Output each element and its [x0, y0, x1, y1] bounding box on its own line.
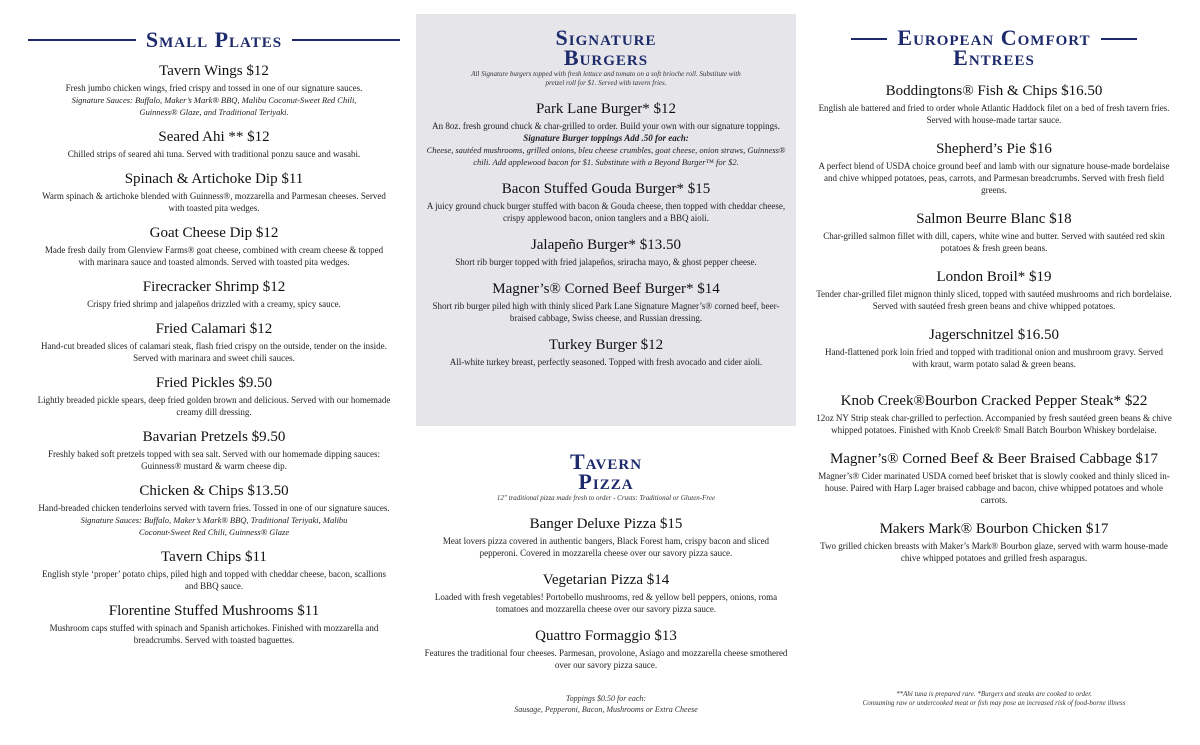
item-description: Tender char-grilled filet mignon thinly sliced, topped with sautéed mushrooms and rich bordelaise. Served with sautéed fresh green beans and chive whipped potatoes.: [816, 289, 1172, 311]
item-sauce-note: Signature Sauces: Buffalo, Maker’s Mark® BBQ, Malibu Coconut-Sweet Red Chili, Guinness® Glaze, and Traditional Teriyaki.: [71, 95, 357, 117]
menu-item: [808, 326, 1180, 370]
item-title: Jalapeño Burger* $13.50: [530, 237, 682, 253]
menu-item: [808, 392, 1180, 436]
item-description: Lightly breaded pickle spears, deep fried golden brown and delicious. Served with our homemade creamy dill dressing.: [37, 395, 391, 417]
menu-item: [416, 236, 796, 268]
item-description: English style ‘proper’ potato chips, piled high and topped with cheddar cheese, bacon, scallions and BBQ sauce.: [41, 569, 387, 591]
header-rule-right: [1101, 38, 1137, 40]
item-description: Two grilled chicken breasts with Maker’s Mark® Bourbon glaze, served with warm house-made chive whipped potatoes and grilled fresh asparagus.: [820, 541, 1168, 563]
pizza-toppings-line1: Toppings $0.50 for each:: [565, 694, 647, 703]
item-description: Hand-breaded chicken tenderloins served with tavern fries. Tossed in one of our signature sauces.: [38, 503, 390, 513]
item-title: Bacon Stuffed Gouda Burger* $15: [501, 181, 711, 197]
item-description: Freshly baked soft pretzels topped with sea salt. Served with our homemade dipping sauces: Guinness® mustard & warm cheese dip.: [48, 449, 380, 471]
item-description: Short rib burger topped with fried jalapeños, sriracha mayo, & ghost pepper cheese.: [455, 257, 757, 267]
pizza-header: [416, 449, 796, 494]
item-description: A perfect blend of USDA choice ground beef and lamb with our signature house-made bordelaise and chive whipped potatoes, peas, carrots, and Parmesan breadcrumbs. Served with fresh field greens.: [818, 161, 1170, 195]
signature-burgers-section: [416, 14, 796, 426]
item-description: All-white turkey breast, perfectly seasoned. Topped with fresh avocado and cider aioli.: [449, 357, 763, 367]
item-title: Knob Creek®Bourbon Cracked Pepper Steak* $22: [840, 393, 1148, 409]
item-description: Hand-cut breaded slices of calamari steak, flash fried crispy on the outside, tender on the inside. Served with marinara and sweet chili sauces.: [41, 341, 387, 363]
menu-item: [28, 278, 400, 310]
item-title: Park Lane Burger* $12: [535, 101, 677, 117]
menu-item: [808, 140, 1180, 196]
toppings-heading: Signature Burger toppings Add .50 for each:: [523, 133, 689, 143]
item-title: Fried Pickles $9.50: [155, 375, 273, 391]
item-description: Fresh jumbo chicken wings, fried crispy and tossed in one of our signature sauces.: [65, 83, 363, 93]
item-title: Magner’s® Corned Beef Burger* $14: [492, 281, 720, 297]
header-rule-right: [292, 39, 400, 41]
item-title: Turkey Burger $12: [548, 337, 664, 353]
menu-item: [28, 374, 400, 418]
item-title: Makers Mark® Bourbon Chicken $17: [879, 521, 1109, 537]
item-description: Meat lovers pizza covered in authentic bangers, Black Forest ham, crispy bacon and sliced pepperoni. Covered in mozzarella cheese over our savory pizza sauce.: [442, 536, 770, 558]
footnote-line1: **Ahi tuna is prepared rare. *Burgers and steaks are cooked to order.: [896, 690, 1092, 698]
menu-item: [416, 280, 796, 324]
item-title: Shepherd’s Pie $16: [936, 141, 1052, 157]
item-description: Made fresh daily from Glenview Farms® goat cheese, combined with cream cheese & topped with marinara sauce and toasted almonds. Served with toasted pita wedges.: [44, 245, 384, 267]
european-entrees-section: [808, 0, 1180, 707]
header-rule-left: [851, 38, 887, 40]
item-title: Chicken & Chips $13.50: [139, 483, 289, 499]
item-sauce-note: Signature Sauces: Buffalo, Maker’s Mark® BBQ, Traditional Teriyaki, Malibu Coconut-Sweet Red Chili, Guinness® Glaze: [80, 515, 348, 537]
burgers-header: [416, 25, 796, 70]
menu-item: [28, 548, 400, 592]
item-description: Chilled strips of seared ahi tuna. Served with traditional ponzu sauce and wasabi.: [67, 149, 361, 159]
burgers-subtitle: All Signature burgers topped with fresh lettuce and tomato on a soft brioche roll. Substitute with pretzel roll for $1. Served with tavern fries.: [471, 70, 741, 87]
item-title: Tavern Wings $12: [159, 63, 269, 79]
small-plates-header: [28, 28, 400, 52]
item-description: Char-grilled salmon fillet with dill, capers, white wine and butter. Served with sautéed red skin potatoes & fresh green beans.: [823, 231, 1165, 253]
pizza-title-line2: Pizza: [578, 469, 634, 494]
item-description: Magner’s® Cider marinated USDA corned beef brisket that is slowly cooked and thinly sliced in-house. Paired with Harp Lager braised cabbage and bacon, chive whipped potatoes and whole carrots.: [818, 471, 1170, 505]
burgers-title-line2: Burgers: [563, 45, 649, 70]
pizza-title-line1: Tavern: [569, 449, 643, 474]
item-description: 12oz NY Strip steak char-grilled to perfection. Accompanied by fresh sautéed green beans & chive whipped potatoes. Finished with Knob Creek® Small Batch Bourbon Whiskey bordelaise.: [816, 413, 1172, 435]
entrees-title-line1: European Comfort: [897, 25, 1091, 50]
item-description: Short rib burger piled high with thinly sliced Park Lane Signature Magner’s® corned beef, beer-braised cabbage, Swiss cheese, and Russian dressing.: [432, 301, 780, 323]
menu-item: [28, 128, 400, 160]
item-title: Firecracker Shrimp $12: [142, 279, 286, 295]
small-plates-section: [28, 0, 400, 646]
item-title: Goat Cheese Dip $12: [149, 225, 279, 241]
footnote-line2: Consuming raw or undercooked meat or fish may pose an increased risk of food-borne illness: [862, 699, 1126, 707]
item-title: Spinach & Artichoke Dip $11: [124, 171, 304, 187]
item-title: London Broil* $19: [936, 269, 1052, 285]
menu-item: [416, 336, 796, 368]
menu-item: [28, 320, 400, 364]
small-plates-title: Small Plates: [145, 27, 283, 52]
pizza-toppings-line2: Sausage, Pepperoni, Bacon, Mushrooms or Extra Cheese: [514, 705, 698, 714]
pizza-subtitle: 12" traditional pizza made fresh to order - Crusts: Traditional or Gluten-Free: [496, 494, 716, 502]
menu-item: [28, 170, 400, 214]
burgers-title-line1: Signature: [555, 25, 657, 50]
item-description: Features the traditional four cheeses. Parmesan, provolone, Asiago and mozzarella cheese smothered over our savory pizza sauce.: [424, 648, 788, 670]
menu-item: [28, 62, 400, 118]
item-description: Warm spinach & artichoke blended with Guinness®, mozzarella and Parmesan cheeses. Served with toasted pita wedges.: [42, 191, 386, 213]
item-title: Quattro Formaggio $13: [535, 628, 677, 644]
item-description: A juicy ground chuck burger stuffed with bacon & Gouda cheese, then topped with cheddar cheese, crispy applewood bacon, onion tanglers and a BBQ aioli.: [426, 201, 786, 223]
item-description: Crispy fried shrimp and jalapeños drizzled with a creamy, spicy sauce.: [87, 299, 341, 309]
tavern-pizza-section: [416, 449, 796, 715]
menu-item: [808, 520, 1180, 564]
menu-item: [28, 428, 400, 472]
item-title: Jagerschnitzel $16.50: [929, 327, 1059, 343]
item-description: Loaded with fresh vegetables! Portobello mushrooms, red & yellow bell peppers, onions, roma tomatoes and mozzarella cheese over our savory pizza sauce.: [434, 592, 778, 614]
menu-item: [28, 224, 400, 268]
item-title: Tavern Chips $11: [161, 549, 267, 565]
item-title: Seared Ahi ** $12: [158, 129, 270, 145]
item-description: English ale battered and fried to order whole Atlantic Haddock filet on a bed of fresh tavern fries. Served with house-made tartar sauce.: [818, 103, 1170, 125]
menu-item: [416, 571, 796, 615]
menu-item: [416, 627, 796, 671]
menu-item: [808, 450, 1180, 506]
item-title: Florentine Stuffed Mushrooms $11: [108, 603, 320, 619]
item-description: An 8oz. fresh ground chuck & char-grilled to order. Build your own with our signature toppings.: [432, 121, 780, 131]
toppings-list: Cheese, sautéed mushrooms, grilled onions, bleu cheese crumbles, goat cheese, onion straws, Guinness® chili. Add applewood bacon for $1. Substitute with a Beyond Burger™ for $2.: [426, 145, 786, 167]
menu-item: [416, 100, 796, 168]
menu-item: [808, 82, 1180, 126]
header-rule-left: [28, 39, 136, 41]
menu-item: [808, 268, 1180, 312]
entrees-title-line2: Entrees: [953, 45, 1035, 70]
pizza-toppings-note: [416, 693, 796, 715]
menu-item: [28, 602, 400, 646]
item-title: Fried Calamari $12: [155, 321, 273, 337]
item-title: Boddingtons® Fish & Chips $16.50: [885, 83, 1103, 99]
item-description: Hand-flattened pork loin fried and topped with traditional onion and mushroom gravy. Served with kraut, warm potato salad & green beans.: [824, 347, 1164, 369]
item-title: Magner’s® Corned Beef & Beer Braised Cabbage $17: [829, 451, 1159, 467]
entrees-header: [808, 25, 1180, 70]
menu-item: [808, 210, 1180, 254]
footnotes: [808, 690, 1180, 708]
item-description: Mushroom caps stuffed with spinach and Spanish artichokes. Finished with mozzarella and breadcrumbs. Served with toasted baguettes.: [49, 623, 379, 645]
menu-item: [416, 180, 796, 224]
item-title: Bavarian Pretzels $9.50: [142, 429, 286, 445]
item-title: Banger Deluxe Pizza $15: [529, 516, 683, 532]
item-title: Salmon Beurre Blanc $18: [916, 211, 1072, 227]
item-title: Vegetarian Pizza $14: [542, 572, 670, 588]
menu-item: [28, 482, 400, 538]
menu-item: [416, 515, 796, 559]
